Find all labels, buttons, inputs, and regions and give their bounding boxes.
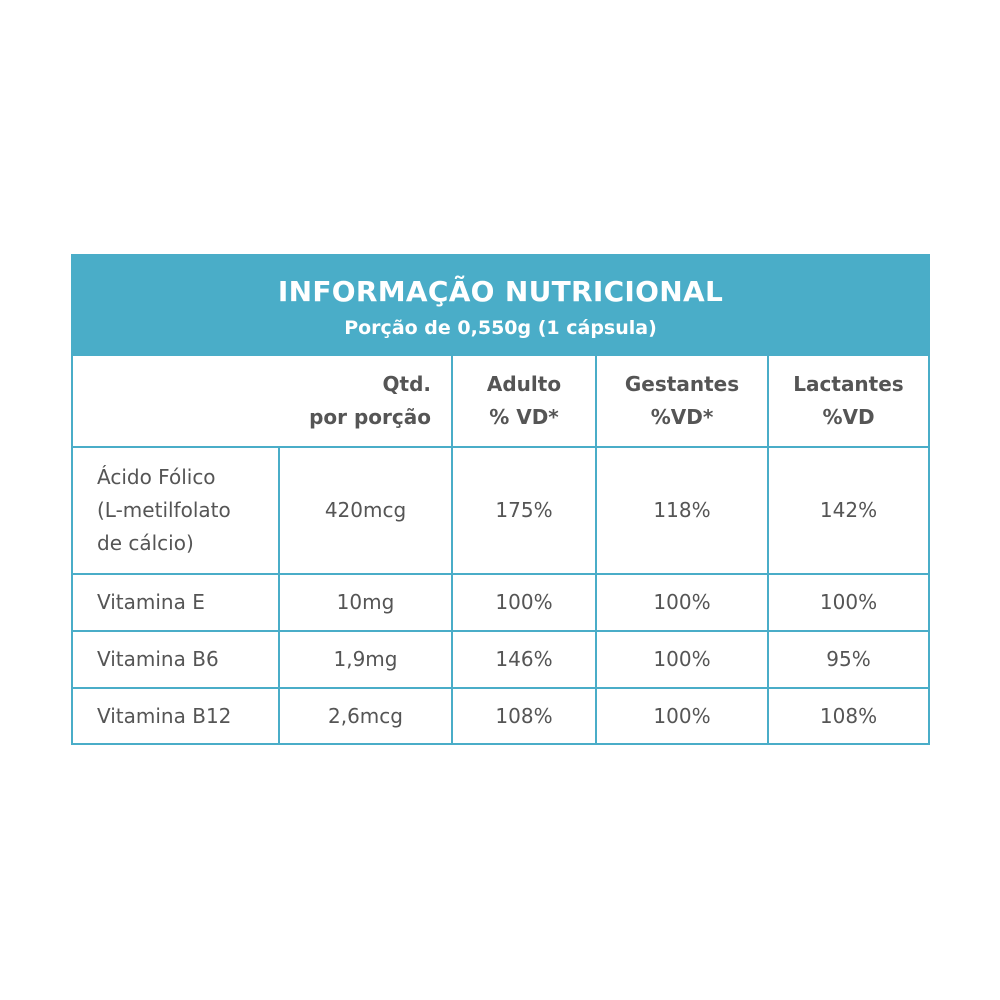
qty-cell: 420mcg <box>279 447 452 574</box>
nutrition-facts-panel <box>71 254 930 745</box>
qty-cell: 10mg <box>279 574 452 631</box>
table-row <box>73 631 928 688</box>
adulto-cell: 175% <box>452 447 596 574</box>
nutrition-title: INFORMAÇÃO NUTRICIONAL <box>277 275 724 308</box>
lactantes-cell: 100% <box>768 574 928 631</box>
qty-cell: 2,6mcg <box>279 688 452 744</box>
table-row <box>73 574 928 631</box>
adulto-column-header: Adulto % VD* <box>452 356 596 447</box>
nutrient-name: Vitamina B6 <box>73 631 279 688</box>
table-header-row <box>73 356 928 447</box>
serving-size: Porção de 0,550g (1 cápsula) <box>344 317 657 339</box>
gestantes-cell: 100% <box>596 631 768 688</box>
table-row <box>73 447 928 574</box>
lactantes-column-header: Lactantes %VD <box>768 356 928 447</box>
gestantes-cell: 100% <box>596 574 768 631</box>
nutrient-name: Vitamina E <box>73 574 279 631</box>
qty-cell: 1,9mg <box>279 631 452 688</box>
nutrition-table <box>73 356 928 744</box>
gestantes-cell: 100% <box>596 688 768 744</box>
nutrient-column-header <box>73 356 279 447</box>
nutrient-name: Vitamina B12 <box>73 688 279 744</box>
table-row <box>73 688 928 744</box>
nutrition-header <box>73 256 928 356</box>
adulto-cell: 100% <box>452 574 596 631</box>
lactantes-cell: 95% <box>768 631 928 688</box>
gestantes-cell: 118% <box>596 447 768 574</box>
adulto-cell: 146% <box>452 631 596 688</box>
adulto-cell: 108% <box>452 688 596 744</box>
lactantes-cell: 108% <box>768 688 928 744</box>
qty-column-header: Qtd. por porção <box>309 372 431 429</box>
lactantes-cell: 142% <box>768 447 928 574</box>
nutrient-name: Ácido Fólico (L-metilfolato de cálcio) <box>73 447 279 574</box>
gestantes-column-header: Gestantes %VD* <box>596 356 768 447</box>
